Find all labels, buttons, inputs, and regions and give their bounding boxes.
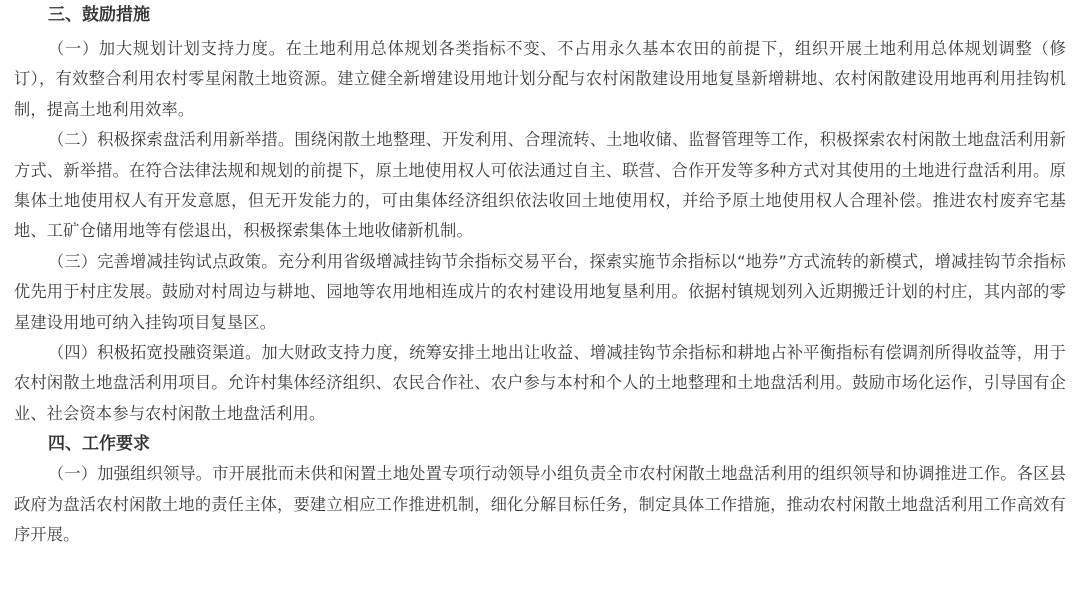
paragraph-financing-channels: （四）积极拓宽投融资渠道。加大财政支持力度，统筹安排土地出让收益、增减挂钩节余指标和耕地占补平衡指标有偿调剂所得收益等，用于农村闲散土地盘活利用项目。允许村集体经济组织、农民合作社、农户参与本村和个人的土地整理和土地盘活利用。鼓励市场化运作，引导国有企业、社会资本参与农村闲散土地盘活利用。 [14, 343, 1066, 423]
section-heading-encouragement-measures: 三、鼓励措施 [48, 5, 150, 25]
paragraph-planning-support: （一）加大规划计划支持力度。在土地利用总体规划各类指标不变、不占用永久基本农田的前提下，组织开展土地利用总体规划调整（修订），有效整合利用农村零星闲散土地资源。建立健全新增建设用地计划分配与农村闲散建设用地复垦新增耕地、农村闲散建设用地再利用挂钩机制，提高土地利用效率。 [14, 39, 1066, 119]
paragraph-organizational-leadership: （一）加强组织领导。市开展批而未供和闲置土地处置专项行动领导小组负责全市农村闲散土地盘活利用的组织领导和协调推进工作。各区县政府为盘活农村闲散土地的责任主体，要建立相应工作推进机制，细化分解目标任务，制定具体工作措施，推动农村闲散土地盘活利用工作高效有序开展。 [14, 464, 1066, 545]
paragraph-new-measures: （二）积极探索盘活利用新举措。围绕闲散土地整理、开发利用、合理流转、土地收储、监督管理等工作，积极探索农村闲散土地盘活利用新方式、新举措。在符合法律法规和规划的前提下，原土地使用权人可依法通过自主、联营、合作开发等多种方式对其使用的土地进行盘活利用。原集体土地使用权人有开发意愿，但无开发能力的，可由集体经济组织依法收回土地使用权，并给予原土地使用权人合理补偿。推进农村废弃宅基地、工矿仓储用地等有偿退出，积极探索集体土地收储新机制。 [14, 130, 1066, 241]
paragraph-linkage-pilot-policy: （三）完善增减挂钩试点政策。充分利用省级增减挂钩节余指标交易平台，探索实施节余指标以“地券”方式流转的新模式，增减挂钩节余指标优先用于村庄发展。鼓励对村周边与耕地、园地等农用地相连成片的农村建设用地复垦利用。依据村镇规划列入近期搬迁计划的村庄，其内部的零星建设用地可纳入挂钩项目复垦区。 [14, 251, 1066, 332]
section-heading-work-requirements: 四、工作要求 [48, 434, 150, 455]
